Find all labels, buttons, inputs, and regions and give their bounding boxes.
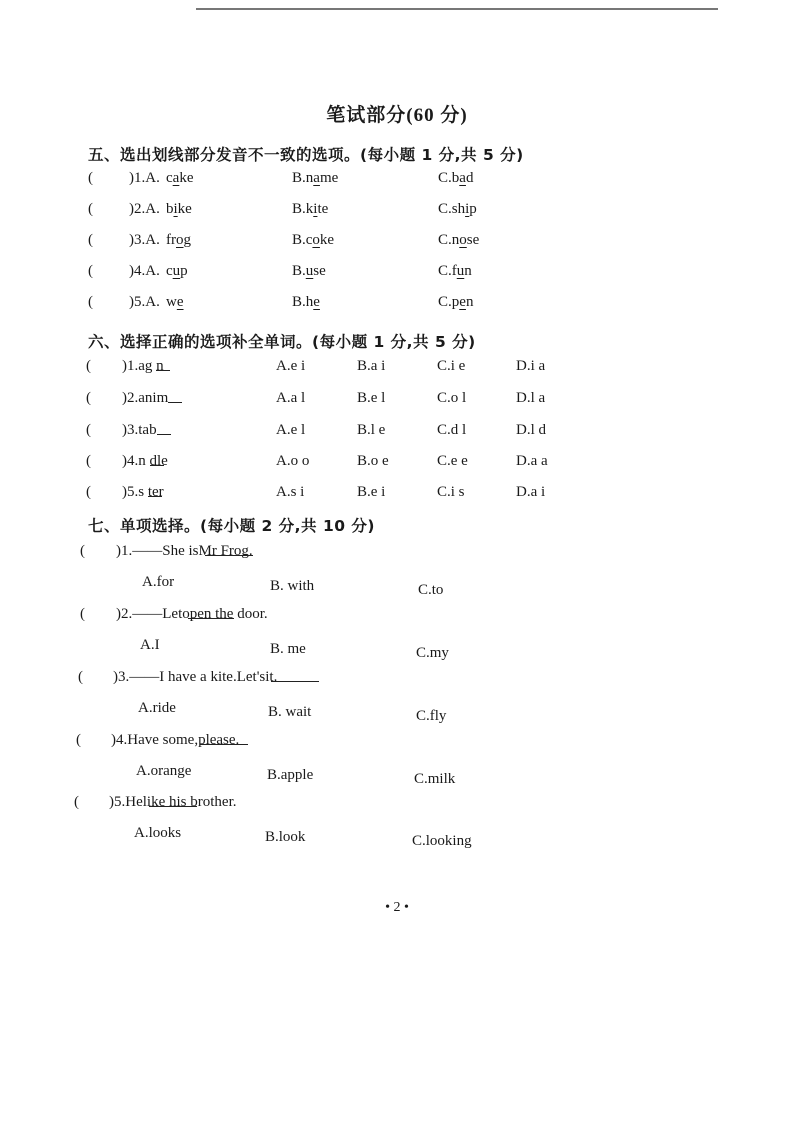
option-text: C.b (438, 170, 460, 186)
options-row (0, 763, 794, 785)
answer-blank[interactable] (271, 669, 319, 682)
underlined-letter: a (172, 170, 180, 186)
question-row (0, 606, 794, 628)
answer-paren: ( (80, 543, 85, 559)
question-row (0, 358, 794, 380)
option-text: C.p (438, 294, 460, 310)
answer-paren: ( (86, 453, 91, 469)
option-a: A.orange (136, 763, 192, 779)
letter-blank[interactable] (156, 358, 170, 371)
answer-blank[interactable] (188, 606, 234, 619)
word-with-blanks (122, 390, 168, 407)
stem-text: it. (265, 669, 278, 685)
option-a: A.for (142, 574, 175, 590)
option-c (438, 170, 473, 187)
letter-blank[interactable] (168, 390, 182, 403)
option-a: A.e i (276, 358, 306, 374)
question-row (0, 170, 794, 192)
option-d: D.i a (516, 358, 546, 374)
option-text: te (317, 201, 329, 217)
option-d: D.l d (516, 422, 546, 438)
question-row (0, 422, 794, 444)
stem-text: )4.Have some (111, 732, 195, 748)
word-suffix: ter (147, 484, 164, 500)
option-b: B.l e (357, 422, 386, 438)
option-text: B.c (292, 232, 313, 248)
option-text: me (319, 170, 339, 186)
underlined-letter: u (305, 263, 314, 279)
option-text: c (166, 170, 173, 186)
option-c: C.i e (437, 358, 466, 374)
question-row (0, 201, 794, 223)
option-a: A.e l (276, 422, 306, 438)
underlined-letter: u (172, 263, 181, 279)
option-text: p (469, 201, 477, 217)
option-text: ke (177, 201, 192, 217)
option-text: B.h (292, 294, 314, 310)
option-c: C.d l (437, 422, 467, 438)
option-c: C.my (416, 645, 449, 661)
question-row (0, 669, 794, 691)
stem-text: Mr Frog. (198, 543, 253, 559)
question-stem (109, 794, 237, 811)
option-text: w (166, 294, 177, 310)
underlined-letter: o (459, 232, 467, 248)
underlined-letter: i (173, 201, 178, 217)
option-d: D.a a (516, 453, 548, 469)
word-with-blanks (122, 453, 168, 470)
option-a: A.looks (134, 825, 182, 841)
answer-paren: ( (74, 794, 79, 810)
page-title: 笔试部分(60 分) (326, 105, 468, 126)
option-c: C.to (418, 582, 444, 598)
answer-paren: ( (86, 422, 91, 438)
word-with-blanks (122, 422, 157, 439)
underlined-letter: i (313, 201, 318, 217)
stem-text: like his brother. (142, 794, 237, 810)
section-6-heading: 六、选择正确的选项补全单词。(每小题 1 分,共 5 分) (88, 333, 476, 351)
option-a: A.s i (276, 484, 305, 500)
options-row (0, 637, 794, 659)
option-b: B.a i (357, 358, 386, 374)
section-7-heading: 七、单项选择。(每小题 2 分,共 10 分) (88, 517, 375, 535)
option-text: n (464, 263, 472, 279)
question-stem (116, 606, 268, 623)
answer-paren: ( (88, 232, 93, 248)
underlined-letter: u (456, 263, 465, 279)
answer-paren: ( (80, 606, 85, 622)
answer-paren: ( (86, 358, 91, 374)
answer-paren: ( (86, 484, 91, 500)
option-a (166, 263, 188, 280)
question-row (0, 484, 794, 506)
option-b: B.apple (267, 767, 314, 783)
option-a (166, 232, 191, 249)
answer-blank[interactable] (149, 794, 197, 807)
word-prefix: )2.anim (122, 390, 169, 406)
answer-paren: ( (88, 201, 93, 217)
option-b (292, 232, 334, 249)
option-c (438, 263, 472, 280)
option-b: B.o e (357, 453, 389, 469)
option-d: D.l a (516, 390, 546, 406)
option-text: B. (292, 263, 306, 279)
option-c: C.looking (412, 833, 472, 849)
option-b (292, 294, 320, 311)
answer-paren: ( (76, 732, 81, 748)
option-text: C.sh (438, 201, 466, 217)
option-b: B. wait (268, 704, 312, 720)
underlined-letter: e (459, 294, 466, 310)
stem-text: )3.——I have a kite.Let's (113, 669, 266, 685)
option-text: ke (319, 232, 335, 248)
word-with-blanks (122, 358, 164, 375)
word-suffix: dle (149, 453, 168, 469)
option-c: C.i s (437, 484, 465, 500)
option-text: b (166, 201, 174, 217)
answer-paren: ( (88, 263, 93, 279)
answer-paren: ( (88, 294, 93, 310)
option-c: C.e e (437, 453, 468, 469)
option-a: A.o o (276, 453, 310, 469)
option-b (292, 263, 326, 280)
option-text: B.k (292, 201, 314, 217)
options-row (0, 574, 794, 596)
options-row (0, 825, 794, 847)
option-a: A.a l (276, 390, 306, 406)
option-text: fr (166, 232, 176, 248)
underlined-letter: o (312, 232, 320, 248)
word-prefix: )1.ag (122, 358, 153, 374)
option-c (438, 201, 477, 218)
stem-text: )1.——She is (116, 543, 199, 559)
question-number: )3.A. (129, 232, 160, 248)
answer-blank[interactable] (200, 732, 248, 745)
word-prefix: )3.tab (122, 422, 157, 438)
option-text: ke (179, 170, 194, 186)
question-number: )4.A. (129, 263, 160, 279)
question-row (0, 794, 794, 816)
letter-blank[interactable] (150, 453, 164, 466)
options-row (0, 700, 794, 722)
answer-blank[interactable] (205, 543, 253, 556)
top-edge-line (196, 8, 718, 10)
option-c: C.o l (437, 390, 467, 406)
section-5-heading: 五、选出划线部分发音不一致的选项。(每小题 1 分,共 5 分) (88, 146, 524, 164)
option-text: se (466, 232, 480, 248)
question-row (0, 543, 794, 565)
question-row (0, 732, 794, 754)
underlined-letter: o (176, 232, 184, 248)
stem-text: )5.He (109, 794, 143, 810)
option-text: n (465, 294, 474, 310)
option-a (166, 294, 184, 311)
question-stem (116, 543, 253, 560)
underlined-letter: a (459, 170, 466, 186)
option-text: d (465, 170, 474, 186)
stem-text: ,please. (194, 732, 240, 748)
option-text: c (166, 263, 173, 279)
option-b: B. with (270, 578, 315, 594)
option-text: C.n (438, 232, 460, 248)
option-a: A.ride (138, 700, 176, 716)
option-c: C.milk (414, 771, 456, 787)
underlined-letter: a (313, 170, 320, 186)
option-b (292, 201, 328, 218)
answer-paren: ( (86, 390, 91, 406)
option-c (438, 294, 473, 311)
question-row (0, 390, 794, 412)
word-suffix: n (156, 358, 164, 374)
option-b: B. me (270, 641, 306, 657)
letter-blank[interactable] (148, 484, 162, 497)
word-prefix: )5.s (122, 484, 145, 500)
option-a: A.I (140, 637, 160, 653)
option-text: p (180, 263, 188, 279)
option-text: se (313, 263, 326, 279)
option-b: B.e i (357, 484, 386, 500)
option-a (166, 170, 194, 187)
option-b: B.look (265, 829, 306, 845)
stem-text: )2.——Let (116, 606, 183, 622)
underlined-letter: e (176, 294, 184, 310)
page-number: • 2 • (385, 900, 409, 915)
question-row (0, 232, 794, 254)
option-text: C.f (438, 263, 457, 279)
underlined-letter: e (313, 294, 320, 310)
question-number: )2.A. (129, 201, 160, 217)
option-b (292, 170, 338, 187)
letter-blank[interactable] (157, 422, 171, 435)
option-text: g (183, 232, 191, 248)
option-b: B.e l (357, 390, 386, 406)
option-a (166, 201, 192, 218)
stem-text: open the door. (182, 606, 268, 622)
option-d: D.a i (516, 484, 546, 500)
word-prefix: )4.n (122, 453, 146, 469)
question-number: )5.A. (129, 294, 160, 310)
word-with-blanks (122, 484, 164, 501)
option-text: B.n (292, 170, 314, 186)
question-row (0, 294, 794, 316)
option-c (438, 232, 479, 249)
question-stem (111, 732, 239, 749)
question-stem (113, 669, 277, 686)
answer-paren: ( (78, 669, 83, 685)
underlined-letter: i (465, 201, 470, 217)
question-row (0, 453, 794, 475)
question-number: )1.A. (129, 170, 160, 186)
answer-paren: ( (88, 170, 93, 186)
question-row (0, 263, 794, 285)
option-c: C.fly (416, 708, 447, 724)
